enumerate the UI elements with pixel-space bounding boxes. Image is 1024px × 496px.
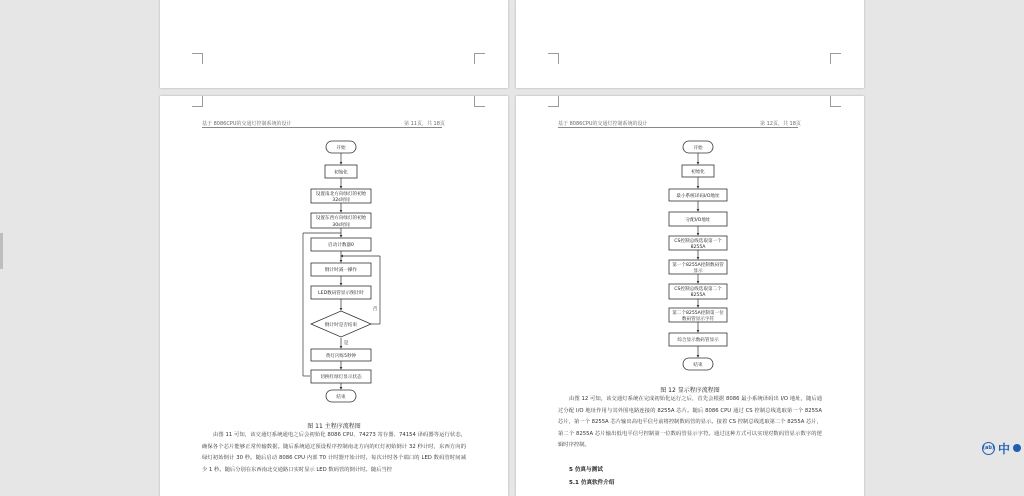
page-header-title: 基于 8086CPU的交通灯控制系统的设计 [202,121,292,127]
flow-b3-label-a: CS控制总线选取第一个 [674,239,722,244]
flow-end-label: 结束 [693,363,703,368]
crop-mark [474,53,485,64]
flow-step2-label-a: 设置东西方向绿灯的初始 [315,216,367,221]
flow-init-label: 初始化 [334,170,348,176]
previous-page-left [160,0,508,88]
flow-b6-label-b: 数码管显示字符 [681,317,715,322]
crop-mark [192,53,203,64]
ime-language-toggle[interactable]: 中 [998,441,1011,456]
section-heading: 5 仿真与测试 [569,467,603,473]
flow-b4-label-a: 第一个8255A控制数码管 [672,263,724,268]
flow-step1-label-b: 32s时间 [332,198,350,203]
ime-logo-icon[interactable]: (ab) [982,442,995,455]
flow-init-label: 初始化 [691,170,705,175]
flow-dec-label: 倒计时减一操作 [324,268,358,273]
ime-toolbar[interactable] [982,439,1024,457]
flow-b3-label-b: 8255A [690,245,706,250]
figure-caption: 图 12 显示程序流程图 [660,387,720,394]
flow-no-label: 否 [372,307,378,312]
crop-mark [830,53,841,64]
flow-end-label: 结束 [336,395,346,400]
figure-caption: 图 11 主程序流程图 [307,423,361,430]
paragraph-text: 由图 11 可知，该交通灯系统通电之后会初始化 8086 CPU、74273 寄存器、74154 译码器等运行状态，确保各个芯片能够正常传输数据。随后系统通过预设程序控制南北方向的红灯初始倒计 32 秒计时，东西方向的绿灯初始倒计 30 秒。随后启动 8086 CPU 内部 T0 计时器开始计时，每次计时各个端口的 LED 数码管时间减少 1 秒。随后分别在东西南北交通路口实时显示 LED 数码管的倒计时。随后当控 [202,432,466,473]
flow-decision-label: 倒计时是否结束 [324,323,358,328]
flow-switch-label: 切换红绿灯显示状态 [320,375,362,380]
main-flowchart [160,96,508,411]
flow-led-label: LED数码管显示倒计时 [318,291,364,296]
flow-b4-label-b: 显示 [693,269,703,274]
paragraph-text: 由图 12 可知，该交通灯系统在完成初始化运行之后，首先会根据 8086 最小系统译码出 I/O 地址，随后通过分配 I/O 地址作用与其外围电路连接的 8255A 芯片。随后 8086 CPU 通过 CS 控制总线选取第一个 8255A 芯片，第一个 8255A 芯片输出高电平信号前将控制数码管的显示。接着 CS 控制总线选取第二个 8255A 芯片，第二个 8255A 芯片输出低电平信号控制第一位数码管显示字符。通过这种方式可以实现对数码管显示数字的逻辑时序控制。 [558,396,822,448]
flow-yellow-label: 黄灯闪烁5秒钟 [325,354,357,359]
subsection-heading: 5.1 仿真软件介绍 [569,480,615,486]
flow-b7-label: 综合显示数码管显示 [677,338,719,343]
document-page-12 [516,96,864,496]
flow-b5-label-b: 8255A [690,293,706,298]
scroll-indicator[interactable] [0,233,3,269]
flow-b6-label-a: 第二个8255A控制第一位 [672,311,724,316]
flow-b2-label: 分配I/O地址 [685,218,711,223]
page-header-title: 基于 8086CPU的交通灯控制系统的设计 [558,121,648,127]
body-paragraph [558,394,822,452]
previous-page-right [516,0,864,88]
flow-start-label: 开始 [336,146,346,151]
flow-counter-label: 启动计数器0 [328,243,354,248]
flow-start-label: 开始 [693,146,703,151]
flow-step1-label-a: 设置南北方向绿灯的初始 [315,192,367,197]
crop-mark [548,53,559,64]
flow-step2-label-b: 30s时间 [332,223,350,228]
flow-yes-label: 是 [343,341,349,346]
document-page-11 [160,96,508,496]
ime-punctuation-icon[interactable] [1013,444,1021,452]
flow-b5-label-a: CS控制总线选取第二个 [674,287,722,292]
flow-b1-label: 最小系统译码I/O地址 [676,194,720,199]
display-flowchart [516,96,864,381]
body-paragraph [202,430,466,476]
page-header-number: 第 12页，共 18页 [760,121,801,127]
page-header-number: 第 11页，共 18页 [404,121,445,127]
